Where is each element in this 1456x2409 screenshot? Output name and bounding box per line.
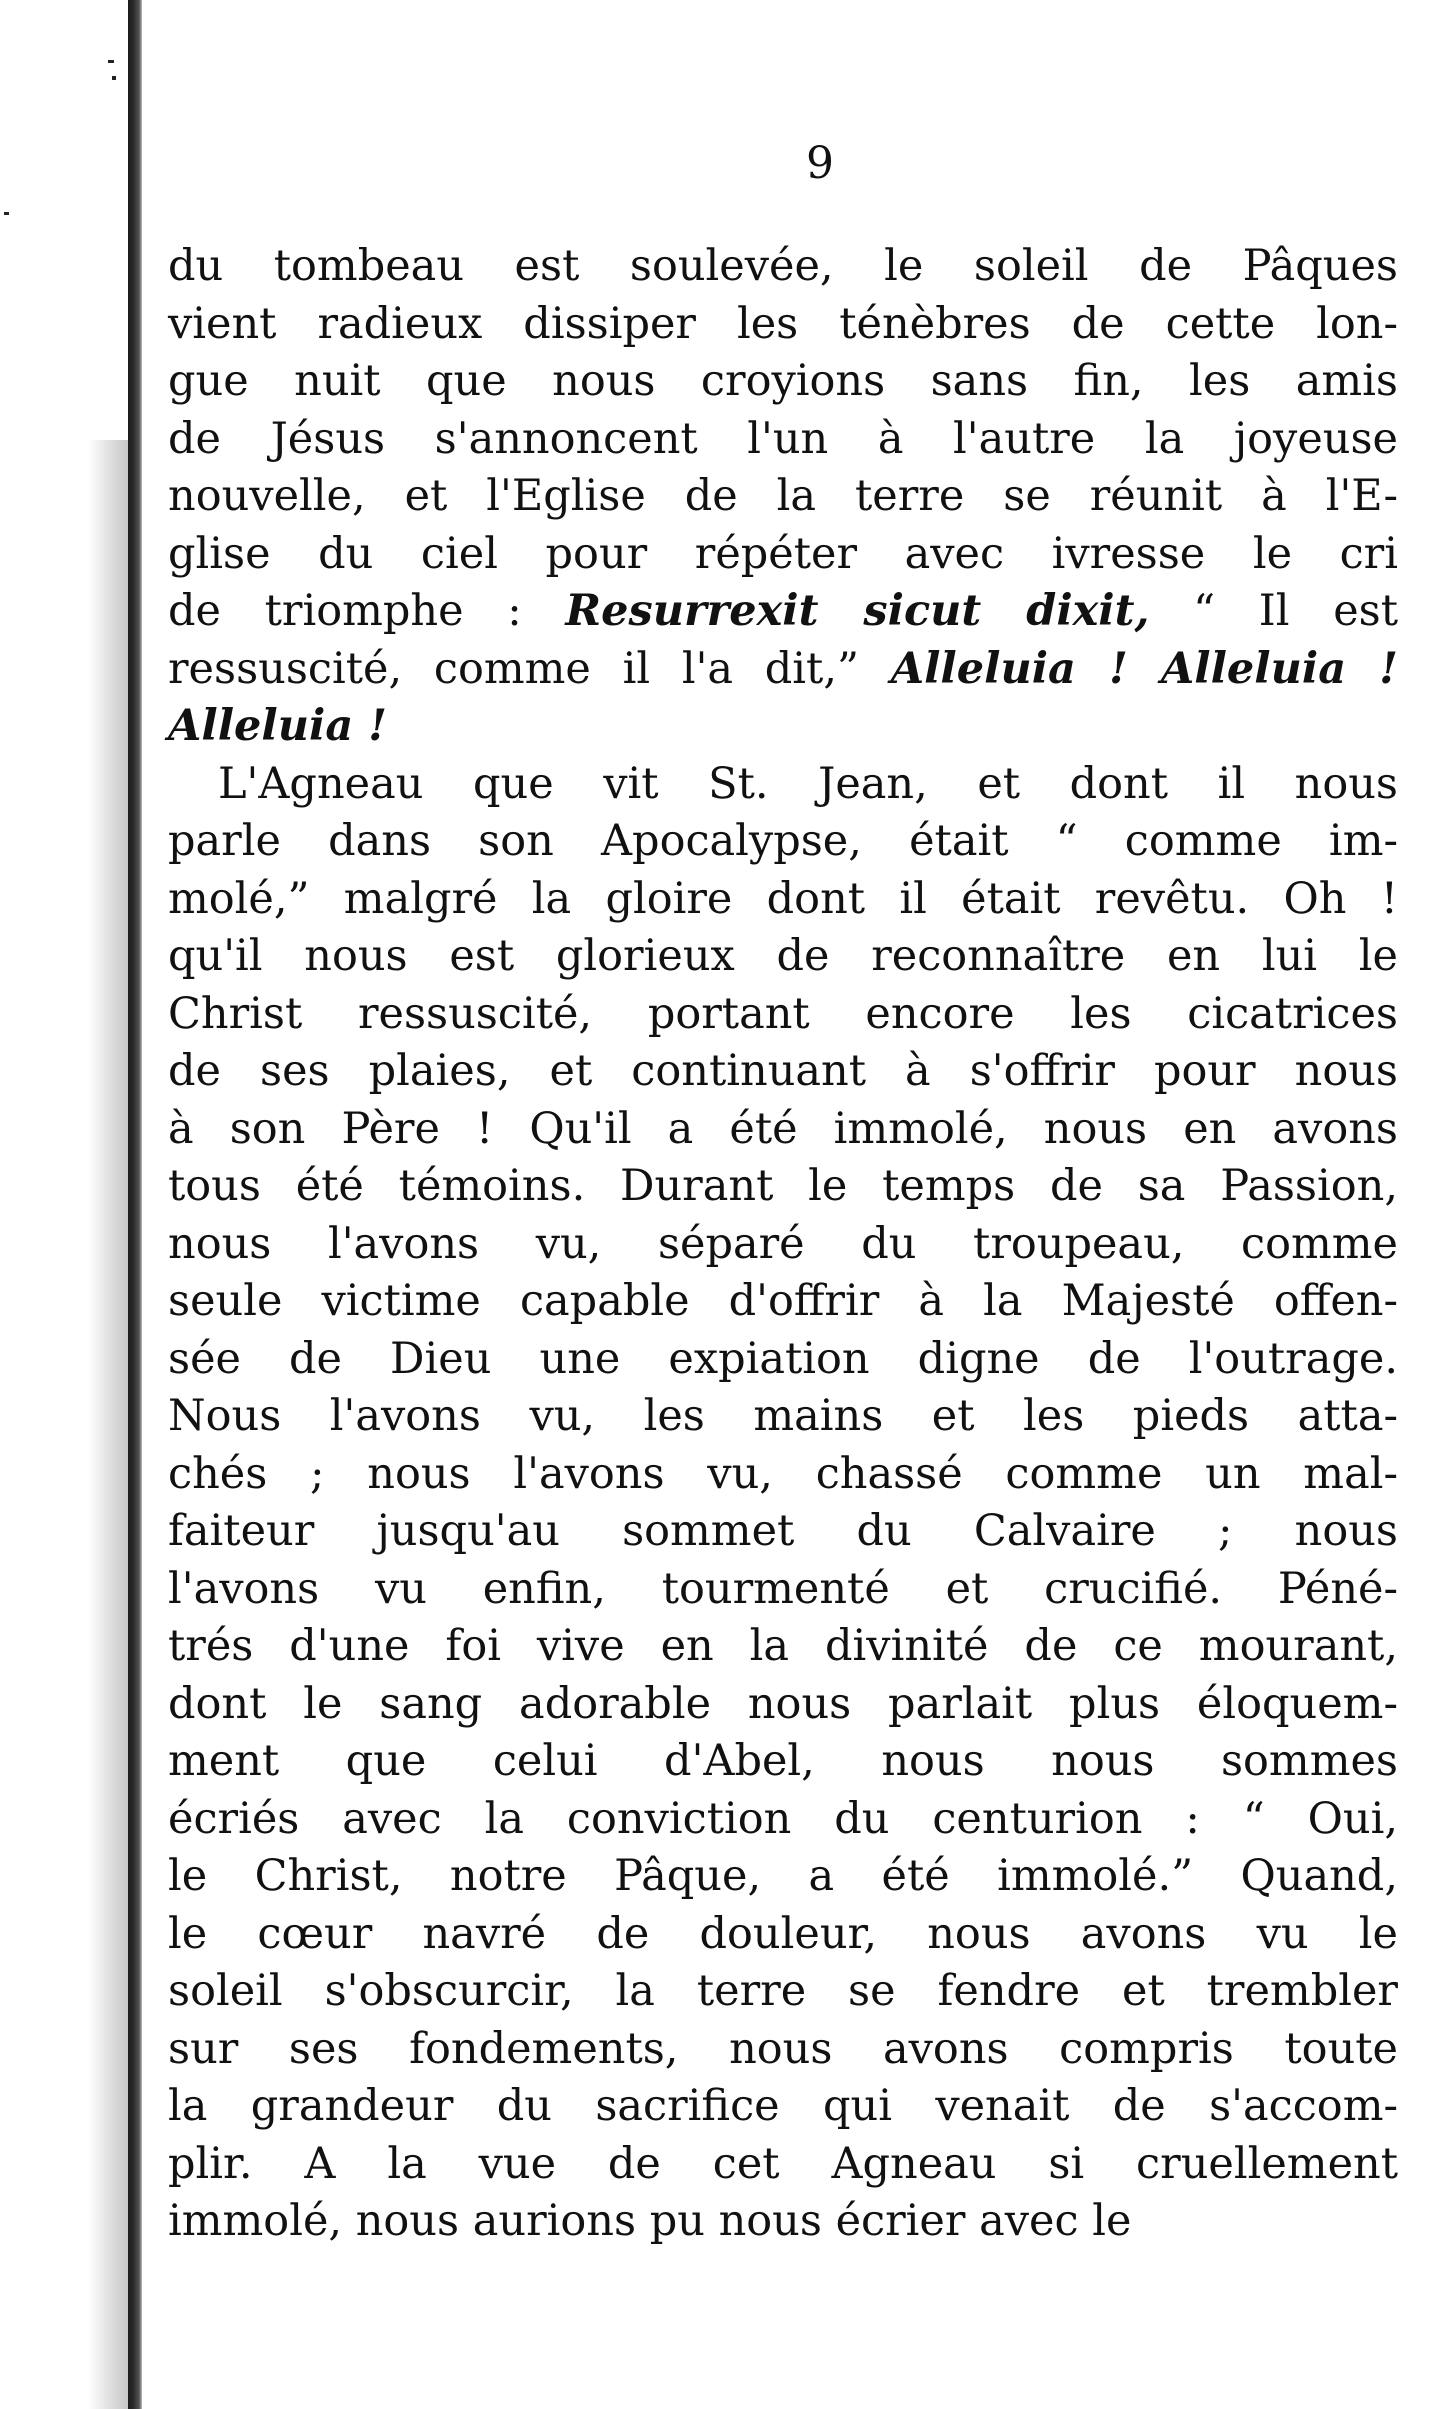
text-line [168,411,1398,469]
text-line [168,1446,1398,1504]
text-line [168,2021,1398,2079]
text-line [168,928,1398,986]
text-line [168,583,1398,641]
binding-edge [128,0,142,2409]
text-line [168,1676,1398,1734]
text-segment: “ Il est [1149,586,1398,636]
text-segment: la grandeur du sacrifice qui venait de s'accom- [168,2081,1398,2131]
text-line [168,1906,1398,1964]
text-line [168,2078,1398,2136]
text-line [168,641,1398,699]
text-segment: nouvelle, et l'Eglise de la terre se réunit à l'E- [168,471,1398,521]
text-line [168,1388,1398,1446]
text-segment: chés ; nous l'avons vu, chassé comme un mal- [168,1448,1398,1499]
italic-phrase: Alleluia ! Alleluia ! [890,643,1398,694]
italic-phrase: Alleluia ! [168,701,388,751]
text-segment: plir. A la vue de cet Agneau si cruellement [168,2138,1398,2189]
text-segment: le Christ, notre Pâque, a été immolé.” Quand, [168,1851,1398,1901]
text-segment: du tombeau est soulevée, le soleil de Pâques [168,241,1398,291]
text-line [168,1216,1398,1274]
text-segment: nous l'avons vu, séparé du troupeau, comme [168,1218,1398,1269]
text-line [168,353,1398,411]
text-segment: ressuscité, comme il l'a dit,” [168,643,891,694]
text-segment: sur ses fondements, nous avons compris toute [168,2023,1398,2074]
text-segment: à son Père ! Qu'il a été immolé, nous en avons [168,1103,1398,1154]
text-line [168,1158,1398,1216]
text-line [168,756,1398,814]
text-segment: sée de Dieu une expiation digne de l'outrage. [168,1333,1398,1384]
text-line [168,238,1398,296]
scan-speck [108,60,114,63]
text-line [168,813,1398,871]
text-line [168,1561,1398,1619]
text-line [168,2136,1398,2194]
text-segment: seule victime capable d'offrir à la Majesté offen- [168,1276,1398,1326]
text-segment: L'Agneau que vit St. Jean, et dont il nous [218,758,1398,809]
text-line [168,1733,1398,1791]
italic-phrase: Resurrexit sicut dixit, [565,586,1150,636]
text-segment: le cœur navré de douleur, nous avons vu le [168,1908,1398,1959]
text-segment: de ses plaies, et continuant à s'offrir pour nous [168,1046,1398,1096]
text-segment: tous été témoins. Durant le temps de sa Passion, [168,1161,1398,1211]
text-line [168,1791,1398,1849]
text-segment: qu'il nous est glorieux de reconnaître en lui le [168,931,1398,981]
binding-shadow [88,440,128,2409]
text-segment: Christ ressuscité, portant encore les cicatrices [168,988,1398,1039]
text-line [168,1331,1398,1389]
text-segment: l'avons vu enfin, tourmenté et crucifié. Péné- [168,1563,1398,1614]
text-line [168,1273,1398,1331]
text-segment: gue nuit que nous croyions sans fin, les amis [168,356,1398,406]
scan-speck [4,212,9,215]
text-segment: glise du ciel pour répéter avec ivresse le cri [168,528,1398,579]
text-segment: soleil s'obscurcir, la terre se fendre et trembler [168,1966,1398,2016]
text-line [168,1848,1398,1906]
text-segment: parle dans son Apocalypse, était “ comme im- [168,816,1398,866]
text-segment: molé,” malgré la gloire dont il était revêtu. Oh ! [168,873,1398,924]
text-line [168,1503,1398,1561]
text-line [168,1963,1398,2021]
text-segment: Nous l'avons vu, les mains et les pieds atta- [168,1391,1398,1441]
text-line [168,1043,1398,1101]
text-segment: immolé, nous aurions pu nous écrier avec le [168,2196,1132,2246]
text-segment: trés d'une foi vive en la divinité de ce mourant, [168,1621,1398,1671]
text-line [168,1618,1398,1676]
text-segment: ment que celui d'Abel, nous nous sommes [168,1736,1398,1786]
text-segment: vient radieux dissiper les ténèbres de cette lon- [168,298,1398,349]
text-segment: de triomphe : [168,586,566,636]
text-line [168,2193,1398,2251]
text-line [168,986,1398,1044]
page-number: 9 [806,138,834,189]
text-segment: écriés avec la conviction du centurion : “ Oui, [168,1793,1398,1844]
text-line [168,698,1398,756]
body-text [168,238,1398,2251]
text-line [168,468,1398,526]
text-line [168,1101,1398,1159]
text-line [168,526,1398,584]
text-segment: faiteur jusqu'au sommet du Calvaire ; nous [168,1506,1398,1556]
text-segment: de Jésus s'annoncent l'un à l'autre la joyeuse [168,413,1398,464]
text-line [168,296,1398,354]
text-line [168,871,1398,929]
scan-speck [112,76,116,80]
text-segment: dont le sang adorable nous parlait plus éloquem- [168,1678,1398,1729]
